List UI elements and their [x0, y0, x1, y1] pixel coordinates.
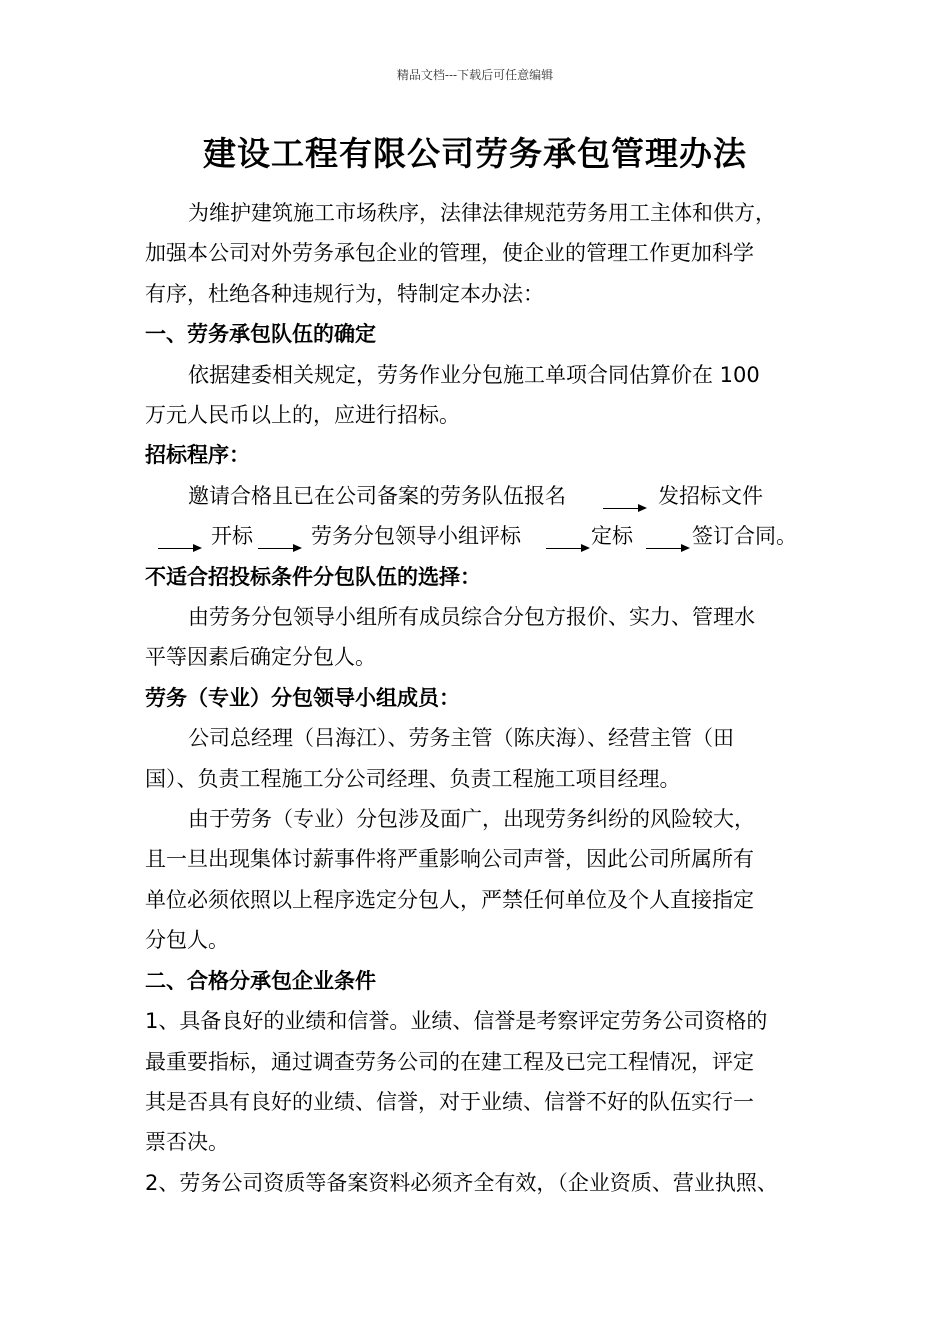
document-title: 建设工程有限公司劳务承包管理办法 [203, 134, 747, 173]
intro-line: 加强本公司对外劳务承包企业的管理，使企业的管理工作更加科学 [145, 241, 754, 266]
procedure-heading: 招标程序： [145, 443, 250, 468]
arrow-right-icon [603, 508, 645, 509]
risk-para-line: 且一旦出现集体讨薪事件将严重影响公司声誉，因此公司所属所有 [145, 847, 754, 872]
arrow-right-icon [158, 548, 200, 549]
risk-para-line: 分包人。 [145, 928, 229, 953]
procedure-step: 签订合同。 [692, 524, 797, 549]
members-para-line: 公司总经理（吕海江）、劳务主管（陈庆海）、经营主管（田 [188, 726, 734, 751]
item2-line: 2、劳务公司资质等备案资料必须齐全有效，（企业资质、营业执照、 [145, 1170, 778, 1195]
section2-heading: 二、合格分承包企业条件 [145, 968, 376, 993]
procedure-step: 发招标文件 [658, 483, 763, 508]
section1-para-line: 依据建委相关规定，劳务作业分包施工单项合同估算价在 100 [188, 362, 760, 387]
item1-line: 其是否具有良好的业绩、信誉，对于业绩、信誉不好的队伍实行一 [145, 1089, 754, 1114]
arrow-right-icon [646, 548, 688, 549]
members-para-line: 国）、负责工程施工分公司经理、负责工程施工项目经理。 [145, 766, 681, 791]
unsuitable-para-line: 平等因素后确定分包人。 [145, 645, 376, 670]
procedure-step: 劳务分包领导小组评标 [311, 524, 521, 549]
intro-line: 为维护建筑施工市场秩序，法律法律规范劳务用工主体和供方， [188, 201, 776, 225]
members-heading: 劳务（专业）分包领导小组成员： [145, 685, 460, 710]
item1-line: 最重要指标，通过调查劳务公司的在建工程及已完工程情况，评定 [145, 1049, 754, 1074]
document-body [145, 193, 825, 1203]
item1-line: 票否决。 [145, 1130, 229, 1155]
arrow-right-icon [546, 548, 588, 549]
procedure-step: 开标 [211, 524, 253, 549]
risk-para-line: 单位必须依照以上程序选定分包人，严禁任何单位及个人直接指定 [145, 887, 754, 912]
item1-line: 1、具备良好的业绩和信誉。业绩、信誉是考察评定劳务公司资格的 [145, 1009, 768, 1034]
header-watermark: 精品文档---下载后可任意编辑 [396, 68, 554, 82]
section1-heading: 一、劳务承包队伍的确定 [145, 322, 376, 347]
unsuitable-heading: 不适合招投标条件分包队伍的选择： [145, 564, 481, 589]
procedure-step: 定标 [591, 524, 633, 549]
section1-para-line: 万元人民币以上的，应进行招标。 [145, 403, 460, 428]
arrow-right-icon [258, 548, 300, 549]
risk-para-line: 由于劳务（专业）分包涉及面广，出现劳务纠纷的风险较大， [188, 807, 755, 832]
procedure-flow-row-2 [145, 516, 825, 556]
unsuitable-para-line: 由劳务分包领导小组所有成员综合分包方报价、实力、管理水 [188, 605, 755, 630]
procedure-step: 邀请合格且已在公司备案的劳务队伍报名 [188, 483, 566, 508]
intro-line: 有序，杜绝各种违规行为，特制定本办法： [145, 281, 544, 306]
procedure-flow-row-1 [145, 476, 825, 516]
